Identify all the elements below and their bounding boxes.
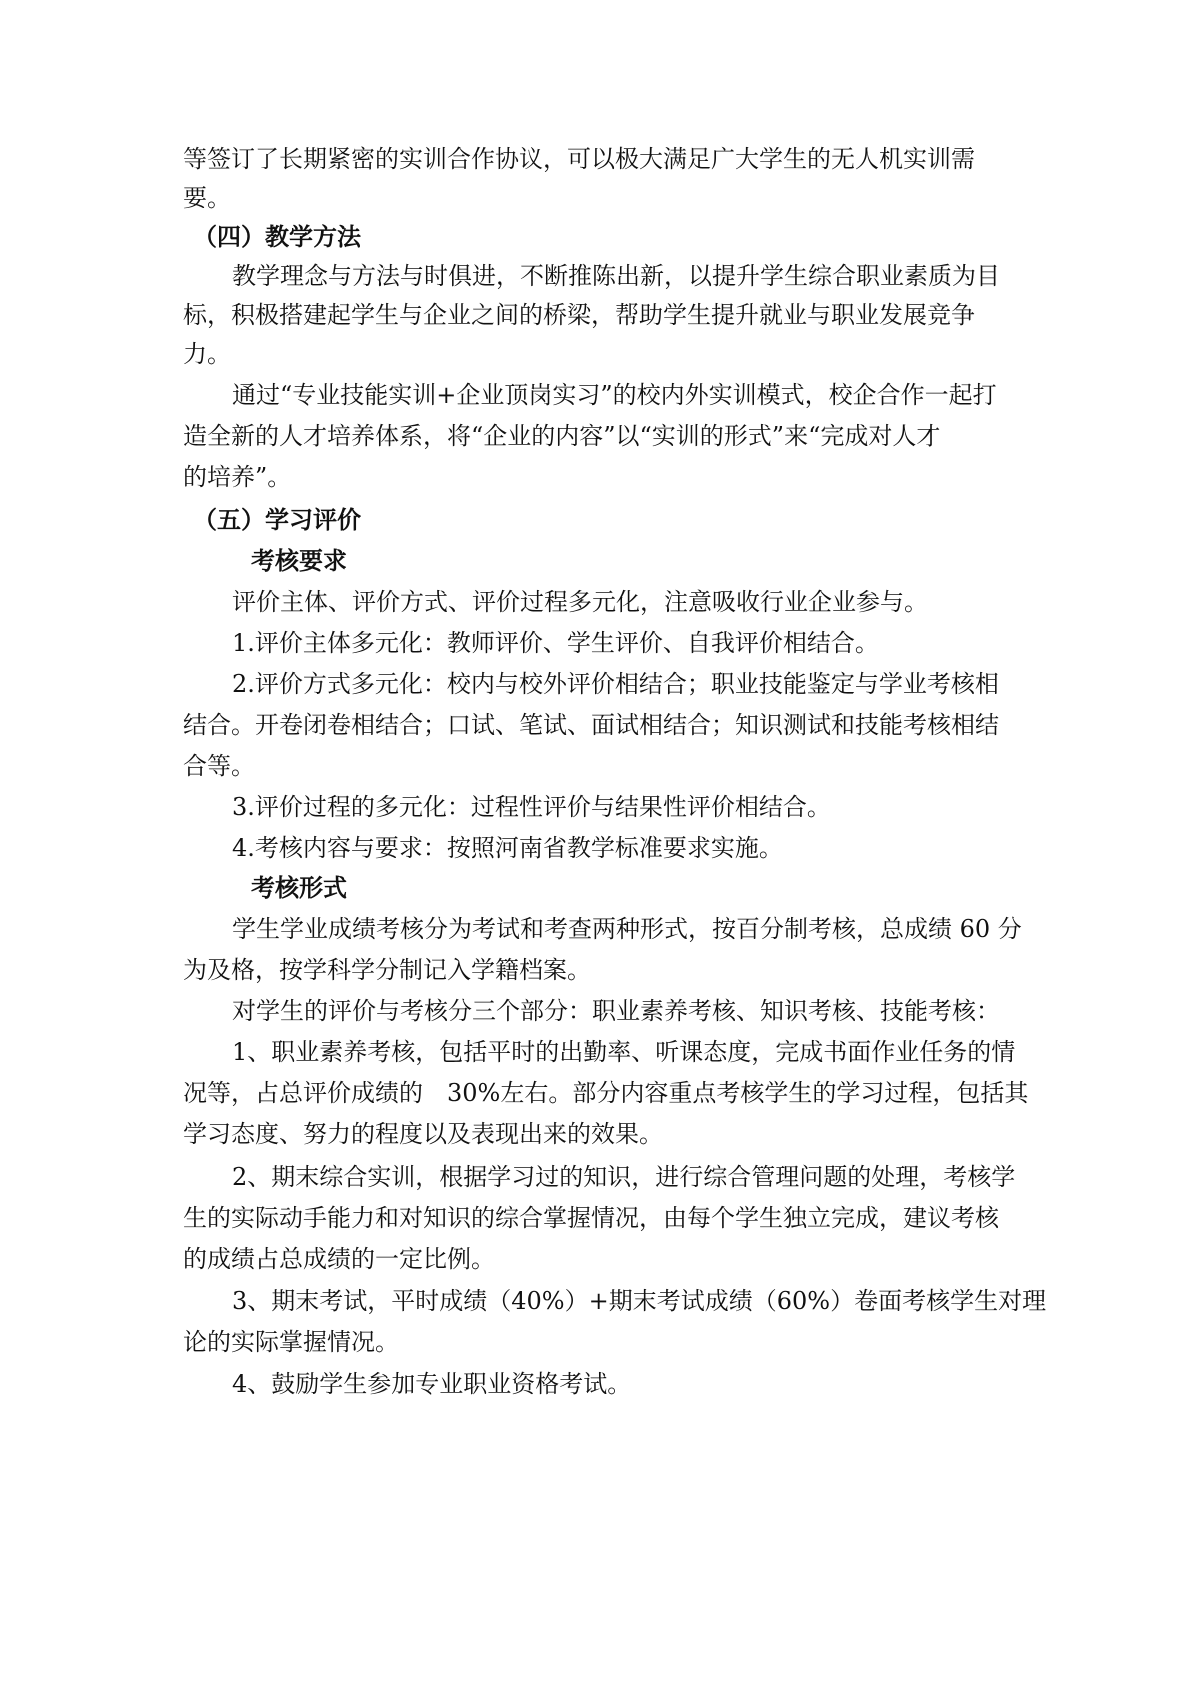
paragraph-line: 要。: [183, 184, 231, 212]
paragraph-line: 等签订了长期紧密的实训合作协议，可以极大满足广大学生的无人机实训需: [183, 145, 975, 173]
paragraph-line: 结合。开卷闭卷相结合；口试、笔试、面试相结合；知识测试和技能考核相结: [183, 711, 999, 739]
list-item-line: 4、鼓励学生参加专业职业资格考试。: [232, 1370, 632, 1398]
paragraph-line: 为及格，按学科学分制记入学籍档案。: [183, 956, 591, 984]
paragraph-line: 学习态度、努力的程度以及表现出来的效果。: [183, 1120, 663, 1148]
subheading-assessment-forms: 考核形式: [251, 874, 347, 902]
paragraph-line: 对学生的评价与考核分三个部分：职业素养考核、知识考核、技能考核：: [232, 997, 1000, 1025]
list-item-line: 3.评价过程的多元化：过程性评价与结果性评价相结合。: [232, 793, 831, 821]
paragraph-line: 力。: [183, 340, 231, 368]
paragraph-line: 评价主体、评价方式、评价过程多元化，注意吸收行业企业参与。: [232, 588, 928, 616]
paragraph-line: 的成绩占总成绩的一定比例。: [183, 1245, 495, 1273]
section-heading-learning-evaluation: （五）学习评价: [193, 506, 361, 534]
list-item-line: 1.评价主体多元化：教师评价、学生评价、自我评价相结合。: [232, 629, 879, 657]
paragraph-line: 教学理念与方法与时俱进，不断推陈出新，以提升学生综合职业素质为目: [232, 262, 1000, 290]
list-item-line: 4.考核内容与要求：按照河南省教学标准要求实施。: [232, 834, 783, 862]
paragraph-line: 通过“专业技能实训+企业顶岗实习”的校内外实训模式，校企合作一起打: [232, 381, 997, 409]
paragraph-line: 生的实际动手能力和对知识的综合掌握情况，由每个学生独立完成，建议考核: [183, 1204, 999, 1232]
paragraph-line: 标，积极搭建起学生与企业之间的桥梁，帮助学生提升就业与职业发展竞争: [183, 301, 975, 329]
paragraph-line: 造全新的人才培养体系，将“企业的内容”以“实训的形式”来“完成对人才: [183, 422, 941, 450]
paragraph-line: 况等，占总评价成绩的 30%左右。部分内容重点考核学生的学习过程，包括其: [183, 1079, 1029, 1107]
paragraph-line: 合等。: [183, 752, 255, 780]
paragraph-line: 学生学业成绩考核分为考试和考查两种形式，按百分制考核，总成绩 60 分: [232, 915, 1022, 943]
subheading-assessment-requirements: 考核要求: [251, 547, 347, 575]
section-heading-teaching-methods: （四）教学方法: [193, 223, 361, 251]
list-item-line: 1、职业素养考核，包括平时的出勤率、听课态度，完成书面作业任务的情: [232, 1038, 1016, 1066]
list-item-line: 2.评价方式多元化：校内与校外评价相结合；职业技能鉴定与学业考核相: [232, 670, 999, 698]
list-item-line: 2、期末综合实训，根据学习过的知识，进行综合管理问题的处理，考核学: [232, 1163, 1016, 1191]
paragraph-line: 论的实际掌握情况。: [183, 1328, 399, 1356]
paragraph-line: 的培养”。: [183, 463, 292, 491]
list-item-line: 3、期末考试，平时成绩（40%）+期末考试成绩（60%）卷面考核学生对理: [232, 1287, 1047, 1315]
